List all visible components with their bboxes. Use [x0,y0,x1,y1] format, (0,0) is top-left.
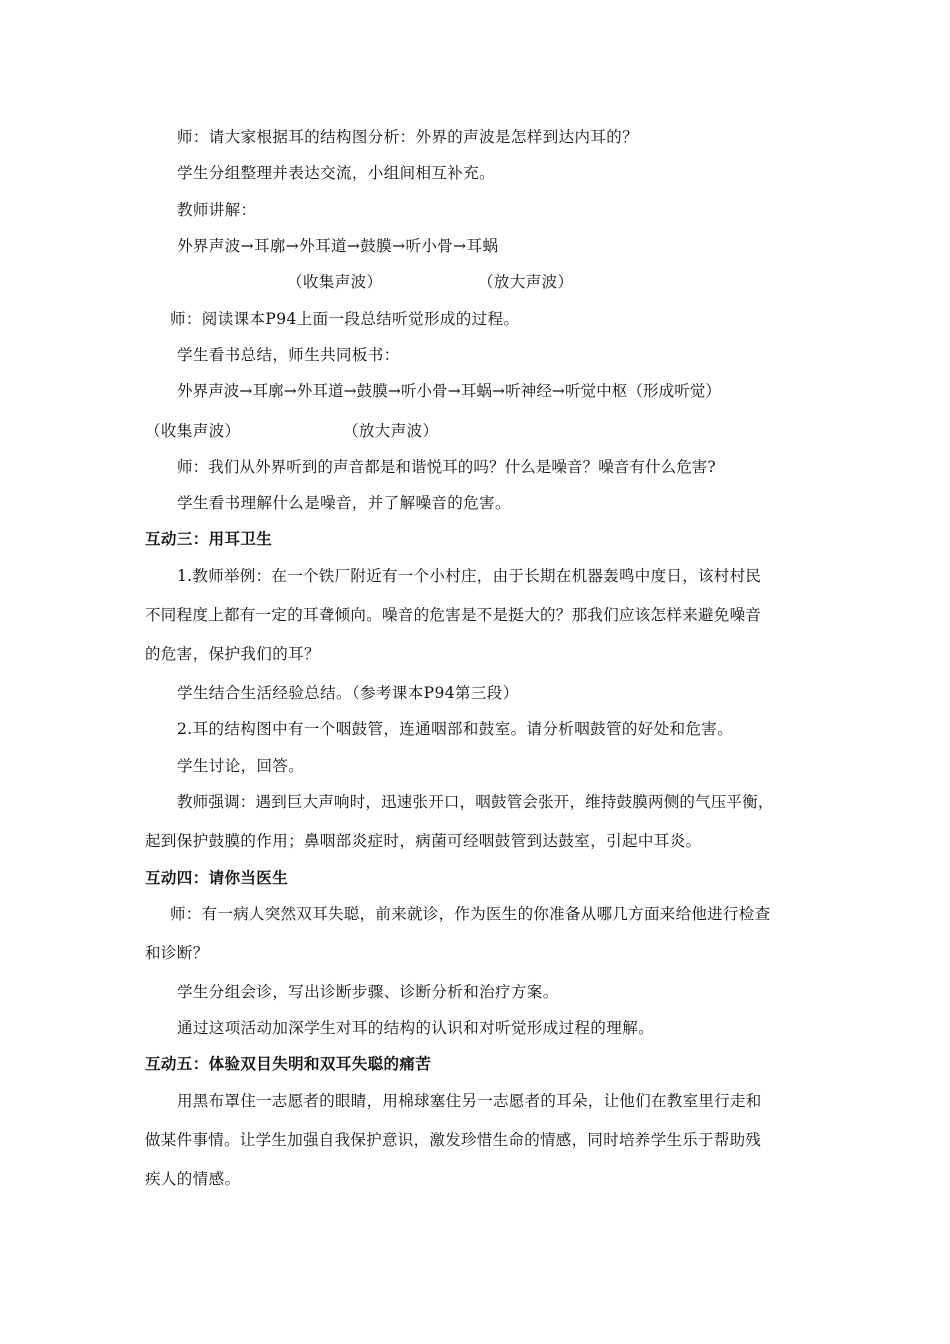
teacher-question-sound-path: 师：请大家根据耳的结构图分析：外界的声波是怎样到达内耳的？ [177,128,639,146]
teacher-emphasis-line-1: 教师强调：遇到巨大声响时，迅速张开口，咽鼓管会张开，维持鼓膜两侧的气压平衡， [177,793,774,811]
section-heading-blind-deaf-experience: 互动五：体验双目失明和双耳失聪的痛苦 [145,1055,432,1073]
teacher-doctor-scenario-2: 和诊断？ [145,944,209,962]
section-heading-ear-hygiene: 互动三：用耳卫生 [145,530,273,548]
student-diagnosis: 学生分组会诊，写出诊断步骤、诊断分析和治疗方案。 [177,983,559,1001]
student-noise-understanding: 学生看书理解什么是噪音，并了解噪音的危害。 [177,494,511,512]
student-group-discussion: 学生分组整理并表达交流，小组间相互补充。 [177,164,496,182]
hearing-formation-flow: 外界声波→耳廓→外耳道→鼓膜→听小骨→耳蜗→听神经→听觉中枢（形成听觉） [177,382,722,400]
sound-path-flow: 外界声波→耳廓→外耳道→鼓膜→听小骨→耳蜗 [177,237,499,255]
experience-description-2: 做某件事情。让学生加强自我保护意识，激发珍惜生命的情感，同时培养学生乐于帮助残 [145,1131,762,1149]
student-summary-blackboard: 学生看书总结，师生共同板书： [177,346,400,364]
teacher-question-noise: 师：我们从外界听到的声音都是和谐悦耳的吗？什么是噪音？噪音有什么危害? [177,458,716,476]
amplify-sound-note: （放大声波） [478,273,574,291]
teacher-explains-label: 教师讲解： [177,201,257,219]
collect-sound-note-2: （收集声波） [145,422,241,440]
eustachian-tube-question: 2.耳的结构图中有一个咽鼓管，连通咽部和鼓室。请分析咽鼓管的好处和危害。 [177,720,734,738]
student-discuss-answer: 学生讨论，回答。 [177,757,305,775]
experience-description-1: 用黑布罩住一志愿者的眼睛，用棉球塞住另一志愿者的耳朵，让他们在教室里行走和 [177,1092,762,1110]
collect-sound-note: （收集声波） [287,273,383,291]
activity-purpose: 通过这项活动加深学生对耳的结构的认识和对听觉形成过程的理解。 [177,1019,655,1037]
teacher-emphasis-line-2: 起到保护鼓膜的作用；鼻咽部炎症时，病菌可经咽鼓管到达鼓室，引起中耳炎。 [145,832,702,850]
amplify-sound-note-2: （放大声波） [343,422,439,440]
teacher-example-line-3: 的危害，保护我们的耳？ [145,645,320,663]
teacher-example-line-1: 1.教师举例：在一个铁厂附近有一个小村庄，由于长期在机器轰鸣中度日，该村村民 [177,567,762,585]
experience-description-3: 疾人的情感。 [145,1170,241,1188]
student-life-experience: 学生结合生活经验总结。（参考课本P94第三段） [177,684,519,702]
section-heading-be-a-doctor: 互动四：请你当医生 [145,869,289,887]
teacher-doctor-scenario-1: 师：有一病人突然双耳失聪，前来就诊，作为医生的你准备从哪几方面来给他进行检查 [170,905,771,923]
teacher-example-line-2: 不同程度上都有一定的耳聋倾向。噪音的危害是不是挺大的？那我们应该怎样来避免噪音 [145,606,762,624]
teacher-read-textbook: 师：阅读课本P94上面一段总结听觉形成的过程。 [170,310,520,328]
